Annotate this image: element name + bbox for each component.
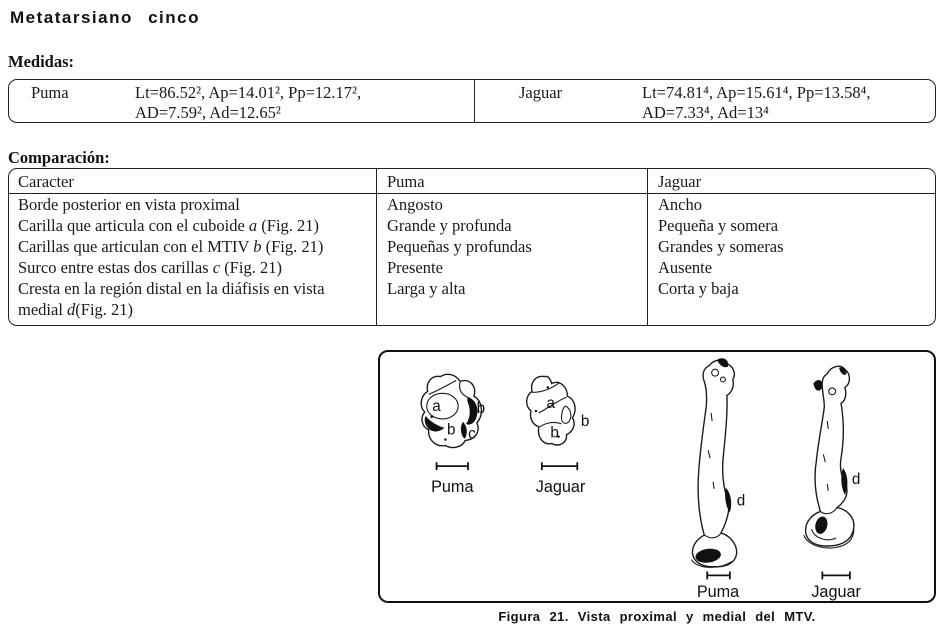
caracter-figref: (Fig. 21) bbox=[75, 300, 134, 319]
measurement-values bbox=[135, 83, 361, 122]
jaguar-proximal-label: Jaguar bbox=[535, 477, 586, 496]
figure-21-drawing bbox=[380, 352, 934, 601]
table-cell-jaguar: Corta y baja bbox=[647, 278, 935, 325]
caracter-letter: d bbox=[67, 300, 76, 319]
label-d: d bbox=[851, 470, 861, 488]
page-title: Metatarsiano cinco bbox=[10, 8, 200, 27]
comparacion-section-label: Comparación: bbox=[8, 148, 110, 167]
dot bbox=[444, 438, 446, 440]
species-name: Puma bbox=[31, 83, 69, 102]
jaguar-medial-label: Jaguar bbox=[811, 583, 861, 601]
column-header-jaguar: Jaguar bbox=[647, 169, 935, 194]
measurement-line: AD=7.33⁴, Ad=13⁴ bbox=[642, 103, 769, 122]
measurement-line: Lt=86.52², Ap=14.01², Pp=12.17², bbox=[135, 83, 362, 102]
label-b: b bbox=[447, 421, 456, 439]
jaguar-proximal-view bbox=[527, 376, 590, 445]
medidas-table bbox=[8, 79, 936, 123]
bone-outline bbox=[692, 360, 736, 566]
caracter-text: Carillas que articulan con el MTIV bbox=[18, 237, 254, 256]
table-row-caracter bbox=[9, 278, 376, 325]
label-b: b bbox=[476, 400, 486, 418]
table-cell-puma: Larga y alta bbox=[376, 278, 647, 325]
table-cell-jaguar: Pequeña y somera bbox=[647, 215, 935, 236]
label-b: b bbox=[580, 412, 590, 430]
jaguar-medial-scalebar bbox=[822, 571, 850, 579]
proximal-process-mark bbox=[813, 380, 822, 391]
table-cell-jaguar: Ancho bbox=[647, 194, 935, 215]
puma-medial-scalebar bbox=[707, 571, 730, 579]
table-row-caracter bbox=[9, 257, 376, 278]
figure-21 bbox=[378, 350, 936, 603]
puma-medial-view bbox=[691, 358, 745, 567]
caracter-figref: (Fig. 21) bbox=[220, 258, 282, 277]
puma-proximal-label: Puma bbox=[431, 477, 474, 496]
measurement-values bbox=[642, 83, 871, 122]
table-row-caracter bbox=[9, 215, 376, 236]
caracter-text: Surco entre estas dos carillas bbox=[18, 258, 213, 277]
table-cell-puma: Presente bbox=[376, 257, 647, 278]
table-cell-puma: Pequeñas y profundas bbox=[376, 236, 647, 257]
measurement-line: AD=7.59², Ad=12.65² bbox=[135, 103, 281, 122]
table-cell-jaguar: Ausente bbox=[647, 257, 935, 278]
column-header-puma: Puma bbox=[376, 169, 647, 194]
figure-caption: Figura 21. Vista proximal y medial del MTV. bbox=[498, 609, 816, 624]
medidas-cell-puma bbox=[9, 80, 474, 122]
medidas-section-label: Medidas: bbox=[8, 52, 74, 71]
puma-proximal-scalebar bbox=[437, 462, 468, 470]
caracter-text: Cresta en la región distal en la diáfisis en vista medial bbox=[18, 279, 325, 319]
table-row-caracter bbox=[9, 236, 376, 257]
jaguar-proximal-scalebar bbox=[542, 462, 577, 470]
caracter-text: Carilla que articula con el cuboide bbox=[18, 216, 249, 235]
measurement-line: Lt=74.81⁴, Ap=15.61⁴, Pp=13.58⁴, bbox=[642, 83, 871, 102]
table-row-caracter bbox=[9, 194, 376, 215]
caracter-letter: c bbox=[212, 258, 221, 277]
dot bbox=[430, 416, 432, 418]
dot bbox=[547, 386, 549, 388]
puma-medial-label: Puma bbox=[696, 583, 740, 601]
caracter-text: Borde posterior en vista proximal bbox=[18, 195, 240, 214]
caracter-letter: a bbox=[248, 216, 258, 235]
table-cell-puma: Angosto bbox=[376, 194, 647, 215]
caracter-figref: (Fig. 21) bbox=[261, 237, 324, 256]
caracter-figref: (Fig. 21) bbox=[257, 216, 320, 235]
table-cell-jaguar: Grandes y someras bbox=[647, 236, 935, 257]
species-name: Jaguar bbox=[519, 83, 563, 102]
label-a: a bbox=[546, 395, 555, 413]
comparison-table bbox=[8, 168, 936, 326]
dot bbox=[535, 410, 537, 412]
medidas-cell-jaguar bbox=[474, 80, 935, 122]
puma-proximal-view bbox=[421, 374, 485, 447]
column-header-caracter: Caracter bbox=[9, 169, 376, 194]
jaguar-medial-view bbox=[804, 366, 861, 548]
label-a: a bbox=[432, 398, 441, 416]
label-d: d bbox=[736, 492, 746, 510]
label-c: c bbox=[468, 425, 476, 443]
table-cell-puma: Grande y profunda bbox=[376, 215, 647, 236]
label-b: b bbox=[550, 424, 559, 442]
caracter-letter: b bbox=[253, 237, 262, 256]
